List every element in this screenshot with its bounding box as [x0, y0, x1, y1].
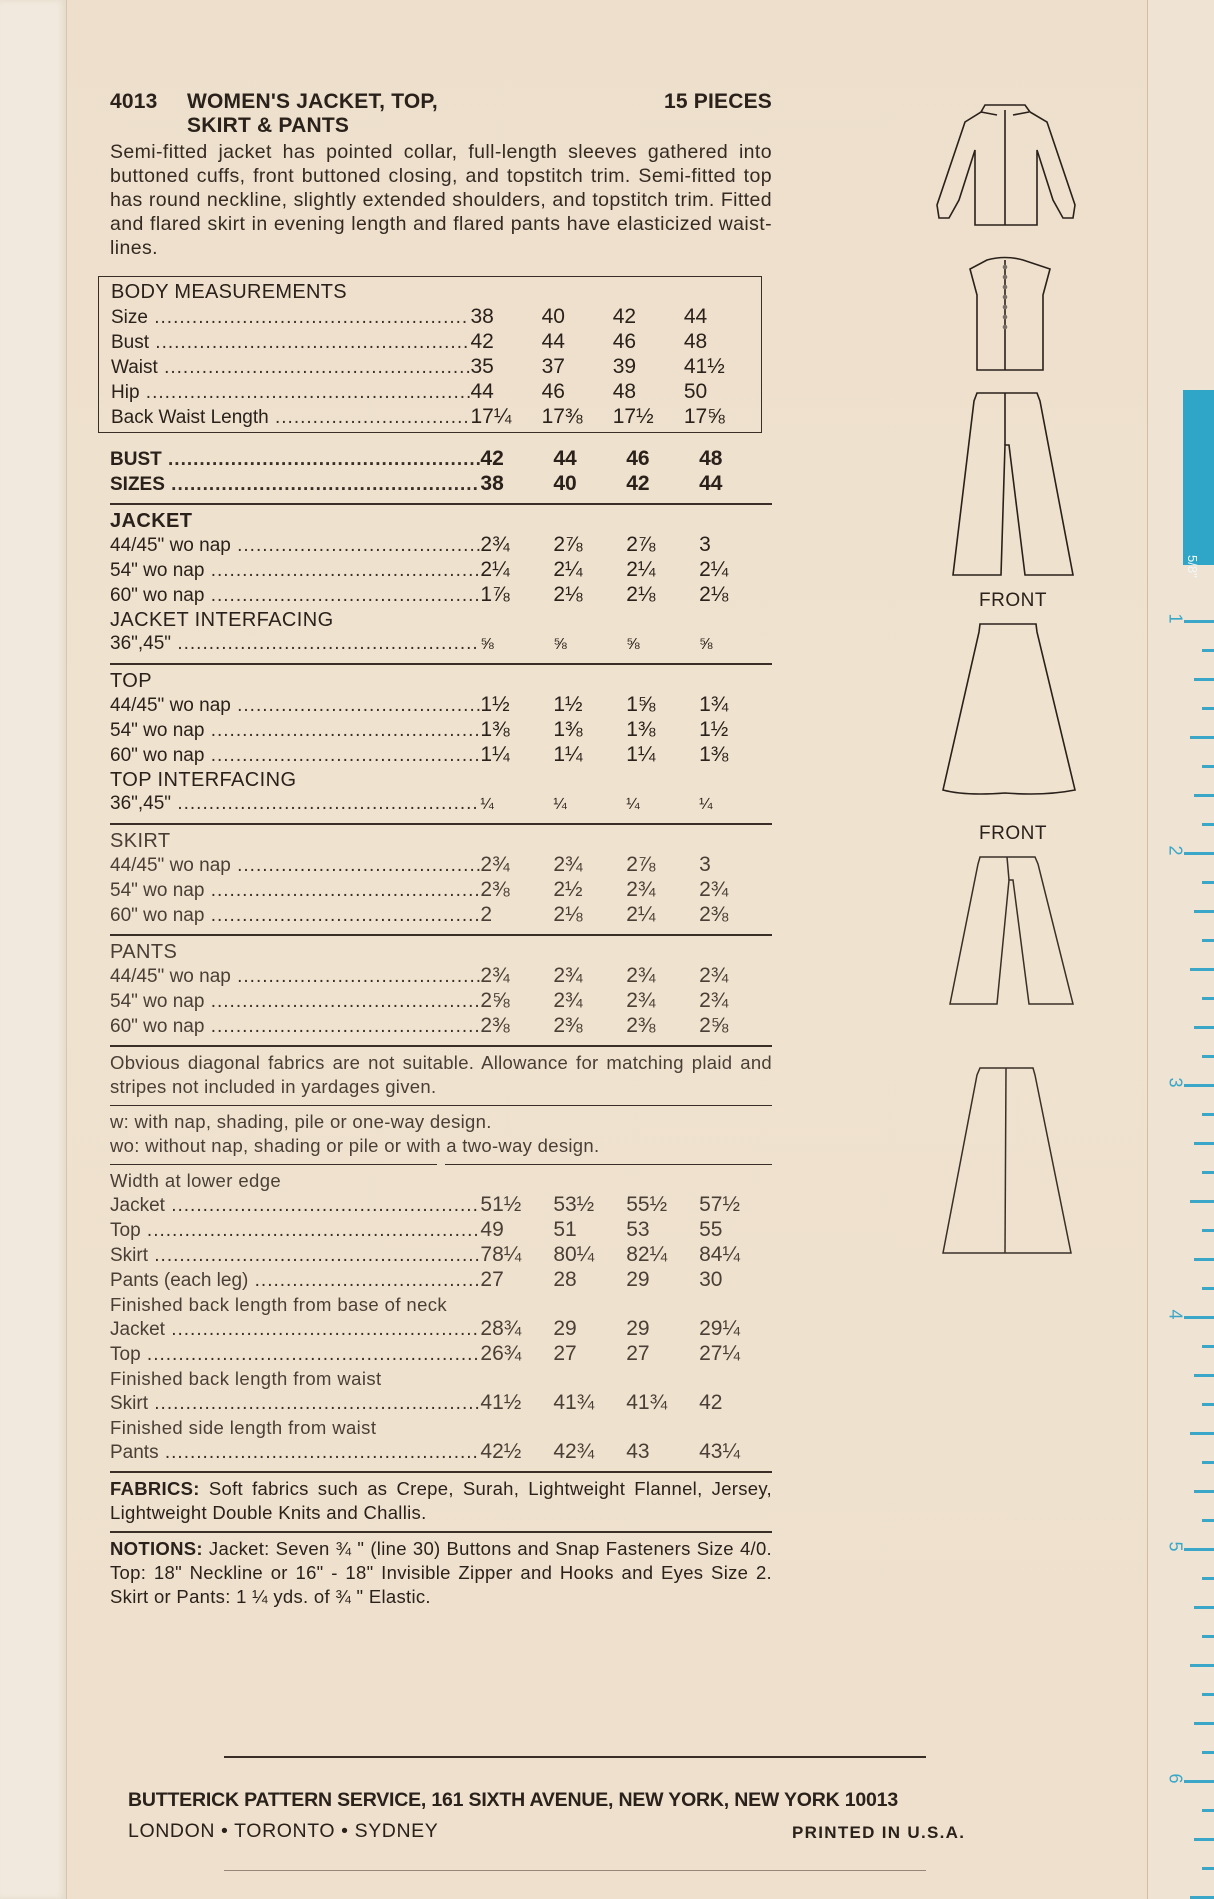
measurement-row [111, 355, 755, 380]
row-label: 60" wo nap ..... [110, 904, 480, 928]
row-label: 44/45" wo nap ..... [110, 854, 480, 878]
seam-ruler [1150, 0, 1214, 1899]
size-value: 50 [683, 380, 708, 403]
neck-length-title: Finished back length from base of neck [110, 1294, 448, 1315]
size-value: 1⅞ [480, 583, 510, 606]
size-value: 29 [626, 1317, 650, 1340]
size-value: 2⅜ [626, 1014, 656, 1037]
row-label: Jacket ..... [110, 1318, 480, 1342]
size-value: 2¾ [480, 533, 510, 556]
ruler-tick [1202, 997, 1214, 1000]
size-value: 2⅛ [553, 903, 583, 926]
ruler-tick [1202, 1867, 1214, 1870]
measurement-row [110, 878, 772, 903]
size-value: 2⅞ [626, 533, 656, 556]
size-value: 2⅝ [480, 989, 510, 1012]
row-label: Top ..... [110, 1343, 480, 1367]
top-interfacing-title: TOP INTERFACING [110, 769, 297, 791]
notions-label: NOTIONS: [110, 1538, 203, 1559]
size-value: 2¾ [699, 964, 729, 987]
ruler-tick [1194, 1490, 1214, 1493]
side-length-title: Finished side length from waist [110, 1417, 377, 1438]
size-value: 29 [626, 1268, 650, 1291]
ruler-tick [1202, 1403, 1214, 1406]
size-value: 27¼ [699, 1342, 740, 1365]
footer-divider-faint [224, 1870, 926, 1871]
row-label: Skirt ..... [110, 1244, 480, 1268]
row-label: 54" wo nap ..... [110, 559, 480, 583]
size-value: 1⅜ [480, 718, 510, 741]
ruler-tick [1190, 968, 1214, 971]
size-value: 2¾ [553, 964, 583, 987]
size-value: 84¼ [699, 1243, 740, 1266]
size-value: 55½ [626, 1193, 668, 1216]
width-title: Width at lower edge [110, 1170, 282, 1191]
row-label: 60" wo nap ..... [110, 584, 480, 608]
size-value: 2¾ [480, 964, 510, 987]
row-label: 54" wo nap ..... [110, 879, 480, 903]
row-label: Bust ..... [111, 331, 470, 355]
yardage-top [110, 669, 772, 817]
ruler-tick [1202, 1577, 1214, 1580]
size-value: 2⅞ [553, 533, 583, 556]
row-label: 44/45" wo nap ..... [110, 965, 480, 989]
size-value: 27 [626, 1342, 650, 1365]
size-value: 82¼ [626, 1243, 668, 1266]
size-value: 3 [699, 853, 711, 876]
size-value: ⅝ [480, 636, 494, 653]
row-label: 36",45" ..... [110, 632, 480, 656]
size-value: 46 [541, 380, 565, 403]
fabrics-label: FABRICS: [110, 1478, 200, 1499]
size-value: 29 [553, 1317, 577, 1340]
row-label: 54" wo nap ..... [110, 719, 480, 743]
size-value: 2¾ [699, 989, 729, 1012]
size-value: 51½ [480, 1193, 522, 1216]
measurement-row [110, 964, 772, 989]
size-value: 42 [612, 305, 637, 328]
ruler-tick [1184, 852, 1214, 855]
description: Semi-fitted jacket has pointed collar, full-length sleeves gathered into buttoned cuffs, front buttoned closing, and topstitch trim. Semi-fitted top has round neckline, slightly extended shoulders, and topstitch trim. Fitted and flared skirt in evening length and flared pants have elasticized waist-lines. [110, 141, 772, 259]
measurement-row [110, 1218, 772, 1243]
ruler-tick [1202, 1113, 1214, 1116]
size-value: 43 [626, 1440, 650, 1463]
top-back-illustration [925, 255, 1085, 375]
pants-back-illustration [925, 852, 1085, 1012]
size-value: 42 [470, 330, 494, 353]
measurement-row [110, 1014, 772, 1039]
measurement-row [110, 1268, 772, 1293]
ruler-tick [1194, 1606, 1214, 1609]
size-value: 27 [553, 1342, 577, 1365]
row-label: 54" wo nap ..... [110, 990, 480, 1014]
size-value: 1¾ [699, 693, 729, 716]
pants-title: PANTS [110, 941, 178, 963]
ruler-tick [1202, 1461, 1214, 1464]
ruler-tick [1194, 678, 1214, 681]
ruler-number: 2 [1165, 845, 1186, 856]
size-value: 41½ [683, 355, 725, 378]
jacket-interfacing-title: JACKET INTERFACING [110, 609, 334, 631]
seam-allowance-label: 5/8" [1185, 555, 1200, 578]
ruler-tick [1194, 1838, 1214, 1841]
row-label: Hip ..... [111, 381, 470, 405]
measurement-row [110, 718, 772, 743]
ruler-tick [1184, 1316, 1214, 1319]
size-value: ¼ [480, 796, 494, 813]
measurement-row [111, 330, 755, 355]
row-label: Pants ..... [110, 1441, 480, 1465]
size-value: 28¾ [480, 1317, 522, 1340]
size-value: 51 [553, 1218, 577, 1241]
pants-front-illustration [925, 385, 1085, 585]
row-label: 44/45" wo nap ..... [110, 534, 480, 558]
footer-divider [224, 1756, 926, 1758]
size-value: 27 [480, 1268, 504, 1291]
divider [110, 1531, 772, 1533]
size-value: 30 [699, 1268, 723, 1291]
envelope-left-flap [0, 0, 67, 1899]
title-line-2: SKIRT & PANTS [187, 114, 350, 137]
size-value: 2¾ [626, 964, 656, 987]
size-value: 2⅛ [626, 583, 656, 606]
row-label: 36",45" ..... [110, 792, 480, 816]
size-value: 1⅜ [699, 743, 729, 766]
skirt-front-illustration [925, 618, 1085, 818]
measurement-row [111, 405, 755, 430]
ruler-tick [1194, 1374, 1214, 1377]
diagonal-fabric-note: Obvious diagonal fabrics are not suitable. Allowance for matching plaid and stripes not included in yardages given. [110, 1052, 772, 1097]
ruler-tick [1190, 1664, 1214, 1667]
ruler-tick [1202, 1635, 1214, 1638]
measurement-row [110, 1391, 772, 1416]
size-value: 1⅝ [626, 693, 656, 716]
ruler-tick [1202, 649, 1214, 652]
size-value: 2¼ [480, 558, 510, 581]
publisher-cities: LONDON • TORONTO • SYDNEY [128, 1820, 439, 1842]
title-line-1: WOMEN'S JACKET, TOP, [187, 90, 438, 113]
size-value: 1½ [480, 693, 510, 716]
body-measurements-title: BODY MEASUREMENTS [111, 281, 347, 303]
size-value: 53½ [553, 1193, 595, 1216]
size-value: 2⅜ [480, 878, 510, 901]
measurement-row [110, 558, 772, 583]
with-nap-definition: w: with nap, shading, pile or one-way design. [110, 1111, 492, 1132]
ruler-tick [1194, 794, 1214, 797]
size-value: 17⅝ [683, 405, 725, 428]
ruler-tick [1202, 1751, 1214, 1754]
size-value: 2¾ [626, 989, 656, 1012]
row-label: 60" wo nap ..... [110, 1015, 480, 1039]
size-value: 42 [699, 1391, 723, 1414]
measurement-row [110, 1440, 772, 1465]
ruler-tick [1184, 1780, 1214, 1783]
ruler-tick [1194, 1258, 1214, 1261]
size-value: 17½ [612, 405, 654, 428]
ruler-tick [1202, 1519, 1214, 1522]
size-value: 2⅛ [699, 583, 729, 606]
ruler-tick [1202, 707, 1214, 710]
size-value: 78¼ [480, 1243, 522, 1266]
body-measurements-box [98, 276, 762, 433]
size-value: 28 [553, 1268, 577, 1291]
size-value: ¼ [699, 796, 713, 813]
size-value: 41¾ [553, 1391, 595, 1414]
size-value: 2¼ [553, 558, 583, 581]
yardage-jacket [110, 509, 772, 657]
size-value: 17¼ [470, 405, 512, 428]
size-value: 1⅜ [626, 718, 656, 741]
ruler-tick [1202, 1287, 1214, 1290]
seam-allowance-tab [1183, 390, 1214, 578]
measurement-row [110, 533, 772, 558]
ruler-tick [1202, 939, 1214, 942]
size-value: 2¼ [626, 558, 656, 581]
size-value: ⅝ [626, 636, 640, 653]
size-value: 17⅜ [541, 405, 583, 428]
ruler-number: 3 [1165, 1077, 1186, 1088]
ruler-tick [1202, 1229, 1214, 1232]
ruler-tick [1202, 881, 1214, 884]
jacket-title: JACKET [110, 510, 193, 532]
size-value: 26¾ [480, 1342, 522, 1365]
measurement-row [110, 632, 772, 657]
divider [110, 1045, 772, 1047]
size-value: 1¼ [480, 743, 510, 766]
ruler-tick [1184, 1548, 1214, 1551]
size-value: 2⅞ [626, 853, 656, 876]
size-value: 1¼ [553, 743, 583, 766]
size-value: 2¾ [699, 878, 729, 901]
row-label: Waist ..... [111, 356, 470, 380]
skirt-back-illustration [925, 1063, 1085, 1263]
row-label: Back Waist Length ..... [111, 406, 470, 430]
pattern-info-column [110, 90, 772, 1609]
divider [110, 934, 772, 936]
size-value: 44 [541, 330, 565, 353]
size-value: 2¼ [699, 558, 729, 581]
size-value: 41¾ [626, 1391, 668, 1414]
sizes-row: SIZES ..... 38 40 42 44 [110, 472, 772, 497]
size-value: 3 [699, 533, 711, 556]
publisher-address: BUTTERICK PATTERN SERVICE, 161 SIXTH AVENUE, NEW YORK, NEW YORK 10013 [128, 1789, 898, 1811]
size-value: 43¼ [699, 1440, 740, 1463]
bust-row: BUST ..... 42 44 46 48 [110, 447, 772, 472]
notions-text: Jacket: Seven ¾ " (line 30) Buttons and Snap Fasteners Size 4/0. Top: 18" Neckline or 16" - 18" Invisible Zipper and Hooks and Eyes Size 2. Skirt or Pants: 1 ¼ yds. of ¾ " Elastic. [110, 1538, 772, 1607]
ruler-tick [1202, 1171, 1214, 1174]
size-value: 2⅛ [553, 583, 583, 606]
divider [110, 503, 772, 505]
size-value: 55 [699, 1218, 723, 1241]
measurement-row [110, 853, 772, 878]
size-value: 44 [470, 380, 494, 403]
ruler-tick [1194, 1026, 1214, 1029]
without-nap-definition: wo: without nap, shading or pile or with a two-way design. [110, 1135, 600, 1156]
size-value: 1½ [553, 693, 583, 716]
ruler-tick [1194, 910, 1214, 913]
size-value: 42¾ [553, 1440, 595, 1463]
size-value: 41½ [480, 1391, 522, 1414]
pattern-number: 4013 [110, 90, 158, 113]
size-value: 37 [541, 355, 565, 378]
caption-front-1: FRONT [979, 590, 1047, 611]
size-value: ⅝ [699, 636, 713, 653]
size-value: 2⅜ [699, 903, 729, 926]
size-value: 2⅜ [553, 1014, 583, 1037]
size-value: 49 [480, 1218, 504, 1241]
row-label: Size ..... [111, 306, 470, 330]
ruler-tick [1202, 1055, 1214, 1058]
ruler-tick [1190, 1200, 1214, 1203]
divider [110, 1471, 772, 1473]
ruler-tick [1184, 620, 1214, 623]
measurement-row [110, 989, 772, 1014]
size-value: 2¾ [553, 853, 583, 876]
fabrics-text: Soft fabrics such as Crepe, Surah, Lightweight Flannel, Jersey, Lightweight Double Knits and Challis. [110, 1478, 772, 1523]
ruler-tick [1194, 1722, 1214, 1725]
row-label: Pants (each leg) ..... [110, 1269, 480, 1293]
size-value: 2 [480, 903, 493, 926]
size-value: 42½ [480, 1440, 522, 1463]
ruler-tick [1202, 823, 1214, 826]
row-label: Jacket ..... [110, 1194, 480, 1218]
measurement-row [110, 903, 772, 928]
divider [110, 1164, 772, 1165]
ruler-number: 6 [1165, 1773, 1186, 1784]
size-value: 53 [626, 1218, 650, 1241]
size-value: 2⅝ [699, 1014, 729, 1037]
size-value: 38 [470, 305, 494, 328]
caption-front-2: FRONT [979, 823, 1047, 844]
size-value: 1½ [699, 718, 729, 741]
top-title: TOP [110, 670, 152, 692]
ruler-tick [1184, 1084, 1214, 1087]
size-value: ¼ [626, 796, 640, 813]
size-value: 2⅜ [480, 1014, 510, 1037]
yardage-skirt [110, 829, 772, 928]
skirt-title: SKIRT [110, 830, 171, 852]
measurement-row [110, 743, 772, 768]
divider [110, 1105, 772, 1106]
measurement-row [111, 305, 755, 330]
row-label: Top ..... [110, 1219, 480, 1243]
measurement-row [111, 380, 755, 405]
row-label: 44/45" wo nap ..... [110, 694, 480, 718]
size-value: 2¾ [480, 853, 510, 876]
ruler-tick [1202, 1809, 1214, 1812]
size-value: 2¾ [553, 989, 583, 1012]
row-label: 60" wo nap ..... [110, 744, 480, 768]
divider [110, 823, 772, 825]
ruler-number: 5 [1165, 1541, 1186, 1552]
measurement-row [110, 1193, 772, 1218]
waist-length-title: Finished back length from waist [110, 1368, 382, 1389]
printed-in: PRINTED IN U.S.A. [792, 1823, 966, 1842]
fabrics-section [110, 1477, 772, 1525]
ruler-tick [1190, 736, 1214, 739]
ruler-number: 1 [1165, 613, 1186, 624]
size-value: 2½ [553, 878, 583, 901]
measurement-row [110, 1317, 772, 1342]
size-value: 39 [612, 355, 637, 378]
ruler-tick [1202, 765, 1214, 768]
size-value: 1⅜ [553, 718, 583, 741]
ruler-number: 4 [1165, 1309, 1186, 1320]
size-value: 29¼ [699, 1317, 740, 1340]
size-value: 57½ [699, 1193, 740, 1216]
size-value: 40 [541, 305, 565, 328]
ruler-tick [1194, 1142, 1214, 1145]
size-value: 48 [612, 380, 637, 403]
size-value: 35 [470, 355, 494, 378]
row-label: Skirt ..... [110, 1392, 480, 1416]
divider [110, 663, 772, 665]
pattern-title [187, 90, 664, 138]
size-value: ¼ [553, 796, 567, 813]
size-value: 2¼ [626, 903, 656, 926]
notions-section [110, 1537, 772, 1609]
size-value: 48 [683, 330, 708, 353]
yardage-pants [110, 940, 772, 1039]
size-value: 46 [612, 330, 637, 353]
ruler-tick [1202, 1345, 1214, 1348]
size-value: 44 [683, 305, 708, 328]
size-value: 2¾ [626, 878, 656, 901]
measurement-row [110, 693, 772, 718]
measurement-row [110, 583, 772, 608]
measurement-row [110, 1342, 772, 1367]
measurement-row [110, 792, 772, 817]
pattern-header [110, 90, 772, 138]
size-value: ⅝ [553, 636, 567, 653]
size-value: 80¼ [553, 1243, 595, 1266]
jacket-back-illustration [925, 100, 1085, 240]
piece-count: 15 PIECES [663, 90, 772, 113]
ruler-tick [1202, 1693, 1214, 1696]
ruler-tick [1190, 1432, 1214, 1435]
measurement-row [110, 1243, 772, 1268]
size-value: 1¼ [626, 743, 656, 766]
